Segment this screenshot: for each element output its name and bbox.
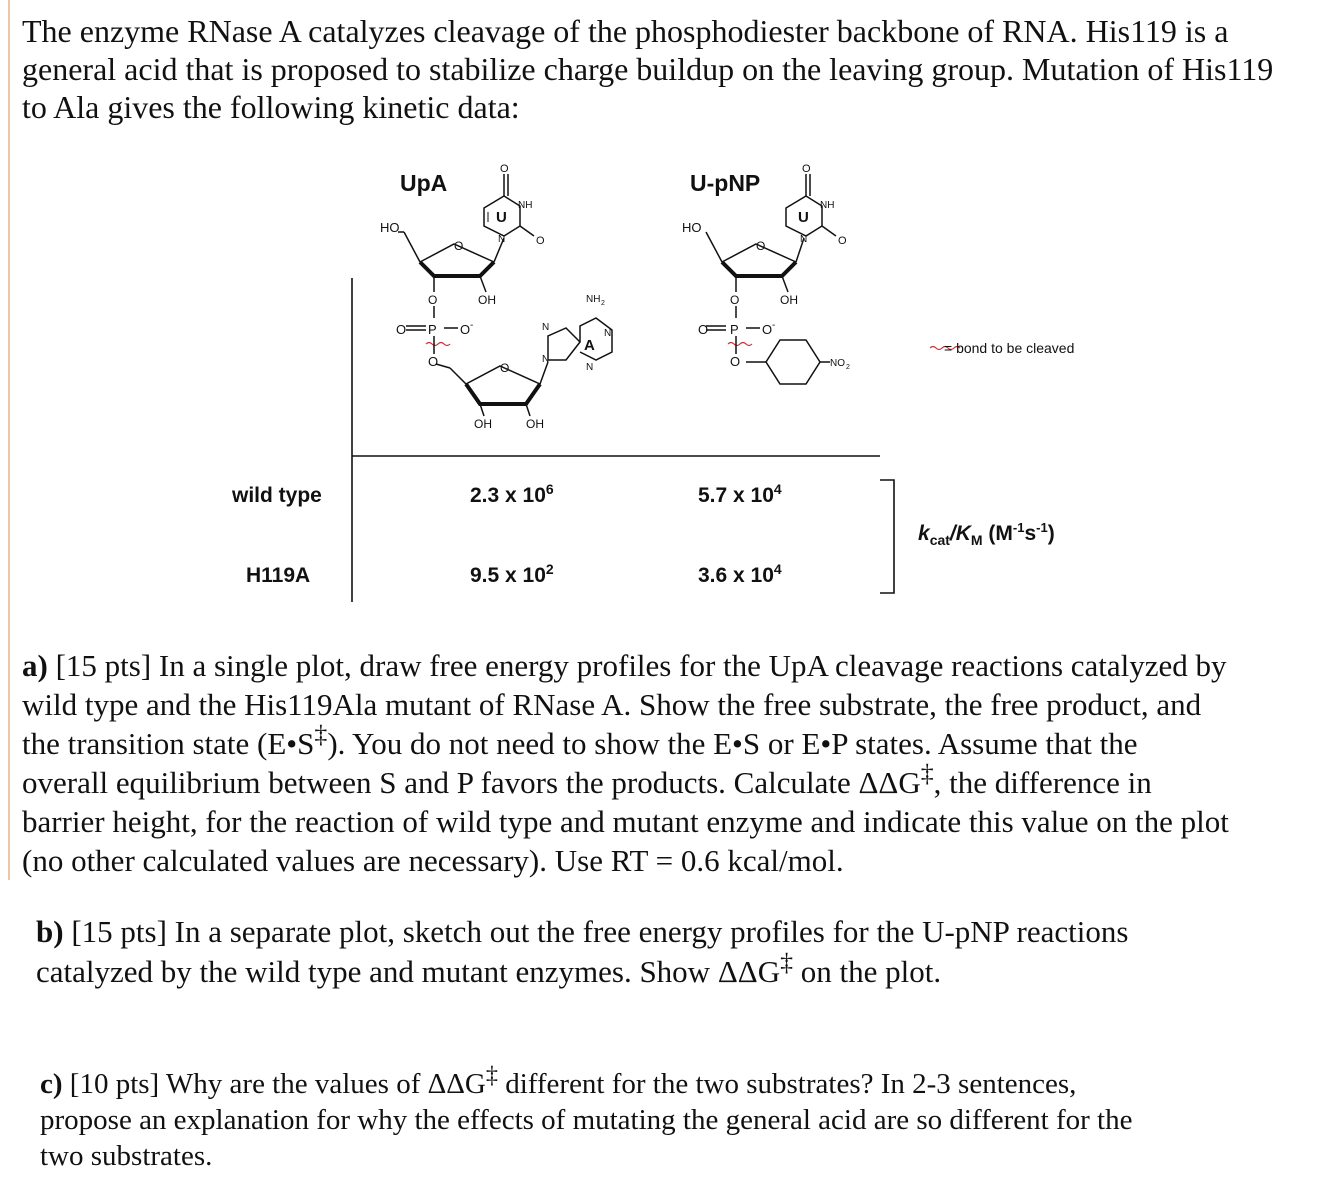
upnp-o3-label: O bbox=[730, 293, 740, 307]
question-c-line3: two substrates. bbox=[40, 1140, 213, 1172]
upa-a-n9-label: N bbox=[542, 354, 550, 365]
upa-ho-label: HO bbox=[380, 220, 400, 235]
upnp-p-label: P bbox=[730, 322, 739, 337]
question-a-line6: (no other calculated values are necessary). Use RT = 0.6 kcal/mol. bbox=[22, 843, 844, 878]
upa-a-base-label: A bbox=[584, 337, 595, 354]
upa-o5-label: O bbox=[428, 354, 439, 369]
legend-text: = bond to be cleaved bbox=[944, 340, 1075, 356]
upnp-no2-sub: 2 bbox=[846, 364, 850, 371]
h119a-upnp-value: 3.6 x $10^4$ bbox=[698, 561, 782, 587]
intro-text: The enzyme RNase A catalyzes cleavage of the phosphodiester backbone of RNA. His119 is a general acid that is proposed to stabilize charge buildup on the leaving group. Mutation of His119 to Ala gives the following kinetic data: bbox=[22, 13, 1274, 125]
upnp-nh-label: NH bbox=[820, 200, 835, 211]
atom-labels bbox=[380, 163, 850, 431]
upa-p-doubleo-label: O bbox=[396, 322, 407, 337]
question-a-line2: wild type and the His119Ala mutant of RNase A. Show the free substrate, the free product, and bbox=[22, 687, 1202, 722]
upa-ring-o-label: O bbox=[454, 239, 464, 253]
upa-nh2-label: NH bbox=[586, 294, 601, 305]
question-b-line2: catalyzed by the wild type and mutant enzymes. Show ΔΔG‡ on the plot. bbox=[36, 947, 942, 989]
upa-a-n1-label: N bbox=[604, 328, 612, 339]
upa-a-oh1-label: OH bbox=[474, 417, 492, 431]
row-label-h119a: H119A bbox=[246, 564, 311, 587]
row-label-wild-type: wild type bbox=[232, 484, 322, 507]
upnp-no2-label: NO bbox=[830, 358, 845, 369]
upa-uracil-o-label: O bbox=[500, 163, 509, 175]
question-a-line4: overall equilibrium between S and P favors the products. Calculate ΔΔG‡, the difference in bbox=[22, 758, 1152, 800]
upa-minus-label: - bbox=[470, 320, 474, 331]
column-title-upa: UpA bbox=[400, 170, 448, 196]
upnp-phosphate-nitrophenyl bbox=[706, 306, 830, 384]
upa-o3-label: O bbox=[428, 293, 438, 307]
question-a bbox=[22, 646, 1312, 880]
upa-nh-label: NH bbox=[518, 200, 533, 211]
question-c bbox=[40, 1061, 1280, 1174]
question-a-line5: barrier height, for the reaction of wild type and mutant enzyme and indicate this value on the plot bbox=[22, 804, 1229, 839]
upa-p-label: P bbox=[428, 322, 437, 337]
upnp-oh-label: OH bbox=[780, 293, 798, 307]
kcat-km-units: $k_{cat}/K_M$ $(M^{-1}s^{-1})$ bbox=[918, 520, 1055, 549]
upnp-u-base-label: U bbox=[798, 209, 809, 226]
upa-ominus-label: O bbox=[460, 322, 471, 337]
wt-upa-value: 2.3 x $10^6$ bbox=[470, 481, 554, 507]
question-b-line1: b) [15 pts] In a separate plot, sketch out the free energy profiles for the U-pNP reactions bbox=[36, 914, 1129, 949]
upnp-ominus-label: O bbox=[762, 322, 773, 337]
upnp-p-doubleo-label: O bbox=[698, 322, 709, 337]
upa-nh2-sub: 2 bbox=[601, 300, 605, 307]
upa-a-n3-label: N bbox=[586, 362, 594, 373]
upa-uracil-o2-label: O bbox=[536, 235, 545, 247]
upa-u-base-label: U bbox=[496, 209, 507, 226]
wt-upnp-value: 5.7 x $10^4$ bbox=[698, 481, 782, 507]
upa-oh-label: OH bbox=[478, 293, 496, 307]
column-title-upnp: U-pNP bbox=[690, 170, 761, 196]
upnp-uracil-o2-label: O bbox=[838, 235, 847, 247]
question-a-line1: a) [15 pts] In a single plot, draw free energy profiles for the UpA cleavage reactions catalyzed by bbox=[22, 648, 1227, 683]
question-c-line1: c) [10 pts] Why are the values of ΔΔG‡ different for the two substrates? In 2-3 sentences, bbox=[40, 1061, 1077, 1100]
upa-a-ring-o-label: O bbox=[500, 361, 510, 375]
upnp-ho-label: HO bbox=[682, 220, 702, 235]
upa-n-label: N bbox=[498, 234, 506, 245]
units-bracket bbox=[880, 480, 894, 593]
upnp-n-label: N bbox=[800, 234, 808, 245]
question-b bbox=[36, 912, 1306, 992]
upnp-minus-label: - bbox=[772, 320, 776, 331]
upa-a-n7-label: N bbox=[542, 322, 550, 333]
upa-a-oh2-label: OH bbox=[526, 417, 544, 431]
question-c-line2: propose an explanation for why the effects of mutating the general acid are so different for the bbox=[40, 1104, 1133, 1136]
upnp-uracil-o-label: O bbox=[802, 163, 811, 175]
upnp-o-aryl-label: O bbox=[730, 354, 741, 369]
upnp-ring-o-label: O bbox=[756, 239, 766, 253]
h119a-upa-value: 9.5 x $10^2$ bbox=[470, 561, 554, 587]
question-a-line3: the transition state (E•S‡). You do not need to show the E•S or E•P states. Assume that the bbox=[22, 719, 1138, 761]
